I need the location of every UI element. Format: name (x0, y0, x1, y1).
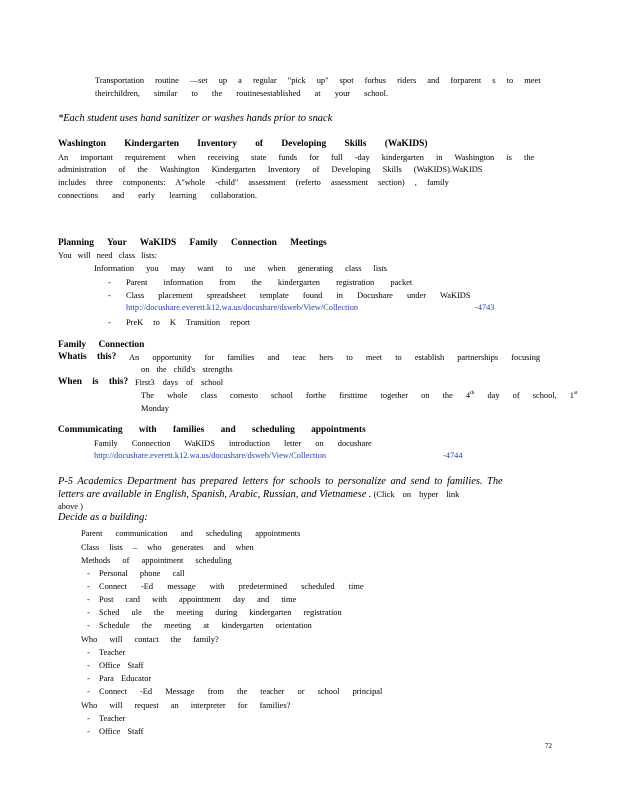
dash-marker: - (87, 621, 90, 630)
scheduling-method-1: Personal phone call (99, 569, 185, 578)
docushare-link-4744[interactable]: http://docushare.everett.k12.wa.us/docushare/dsweb/View/Collection (94, 451, 327, 460)
dash-marker: - (87, 674, 90, 683)
what-label: Whatis this? (58, 352, 117, 362)
planning-heading: Planning Your WaKIDS Family Connection Meetings (58, 238, 327, 248)
planning-item-2: Class placement spreadsheet template found in Docushare under WaKIDS (126, 291, 471, 300)
when-sup-st: st (573, 390, 578, 397)
dash-marker: - (87, 687, 90, 696)
contact-option-2: Office Staff (99, 661, 144, 670)
scheduling-method-5: Schedule the meeting at kindergarten orientation (99, 621, 312, 630)
when-line-1: First3 days of school (135, 378, 224, 387)
dash-marker: - (108, 291, 111, 300)
wakids-heading: Washington Kindergarten Inventory of Developing Skills (WaKIDS) (58, 139, 428, 149)
what-line-1: An opportunity for families and teac hers to meet to establish partnerships focusing (129, 353, 541, 362)
dash-marker: - (87, 648, 90, 657)
docushare-link-4743[interactable]: http://docushare.everett.k12.wa.us/docushare/dsweb/View/Collection (126, 303, 359, 312)
interpreter-option-1: Teacher (99, 714, 126, 723)
decide-bullet-1: Parent communication and scheduling appointments (81, 529, 301, 538)
planning-subheading: You will need class lists: (58, 251, 157, 260)
dash-marker: - (87, 569, 90, 578)
contact-option-3: Para Educator (99, 674, 152, 683)
wakids-line-1: An important requirement when receiving state funds for full -day kindergarten in Washington is the (58, 153, 535, 162)
docushare-link-4744-suffix[interactable]: -4744 (443, 451, 463, 460)
p5-note-line-2-italic: letters are available in English, Spanish, Arabic, Russian, and Vietnamese . (58, 489, 372, 500)
transport-line-1: Transportation routine —set up a regular "pick up" spot forbus riders and forparent s to meet (95, 76, 541, 85)
scheduling-method-3: Post card with appointment day and time (99, 595, 297, 604)
family-connection-heading: Family Connection (58, 340, 145, 350)
planning-info-text: Information you may want to use when generating class lists (94, 264, 388, 273)
dash-marker: - (87, 714, 90, 723)
p5-note-line-2 (58, 489, 459, 501)
what-line-2: on the child's strengths (141, 365, 233, 374)
decide-bullet-2: Class lists – who generates and when (81, 543, 254, 552)
scheduling-method-4: Sched ule the meeting during kindergarten registration (99, 608, 342, 617)
transport-line-2: theirchildren, similar to the routinesestablished at your school. (95, 89, 389, 98)
docushare-link-4743-suffix[interactable]: -4743 (475, 303, 495, 312)
wakids-line-4: connections and early learning collaboration. (58, 191, 257, 200)
communicating-heading: Communicating with families and scheduling appointments (58, 425, 366, 435)
decide-heading: Decide as a building: (58, 512, 148, 523)
when-label: When is this? (58, 377, 129, 387)
when-line-2b-text: day of school, 1 (487, 391, 574, 400)
dash-marker: - (87, 727, 90, 736)
decide-bullet-5: Who will request an interpreter for families? (81, 701, 291, 710)
dash-marker: - (108, 278, 111, 287)
p5-note-line-2-plain: (Click on hyper link (373, 490, 460, 499)
wakids-line-3: includes three components: A"whole -child" assessment (referto assessment section) , family (58, 178, 449, 187)
decide-bullet-4: Who will contact the family? (81, 635, 219, 644)
sanitizer-note: *Each student uses hand sanitizer or washes hands prior to snack (58, 113, 333, 124)
dash-marker: - (87, 661, 90, 670)
interpreter-option-2: Office Staff (99, 727, 144, 736)
scheduling-method-2: Connect -Ed message with predetermined scheduled time (99, 582, 364, 591)
when-line-2-text: The whole class comesto school forthe firsttime together on the 4 (141, 391, 471, 400)
wakids-line-2: administration of the Washington Kindergarten Inventory of Developing Skills (WaKIDS).WaKIDS (58, 165, 483, 174)
p5-note-line-1: P-5 Academics Department has prepared letters for schools to personalize and send to families. The (58, 476, 503, 487)
dash-marker: - (108, 318, 111, 327)
when-sup-th: th (470, 390, 475, 397)
contact-option-1: Teacher (99, 648, 126, 657)
when-line-2 (141, 390, 578, 401)
contact-option-4: Connect -Ed Message from the teacher or school principal (99, 687, 383, 696)
dash-marker: - (87, 595, 90, 604)
when-line-3: Monday (141, 404, 169, 413)
communicating-item: Family Connection WaKIDS introduction letter on docushare (94, 439, 372, 448)
dash-marker: - (87, 608, 90, 617)
p5-note-line-3: above ) (58, 502, 83, 511)
planning-item-3: PreK to K Transition report (126, 318, 251, 327)
planning-item-1: Parent information from the kindergarten registration packet (126, 278, 413, 287)
page-number: 72 (545, 742, 552, 750)
dash-marker: - (87, 582, 90, 591)
decide-bullet-3: Methods of appointment scheduling (81, 556, 232, 565)
